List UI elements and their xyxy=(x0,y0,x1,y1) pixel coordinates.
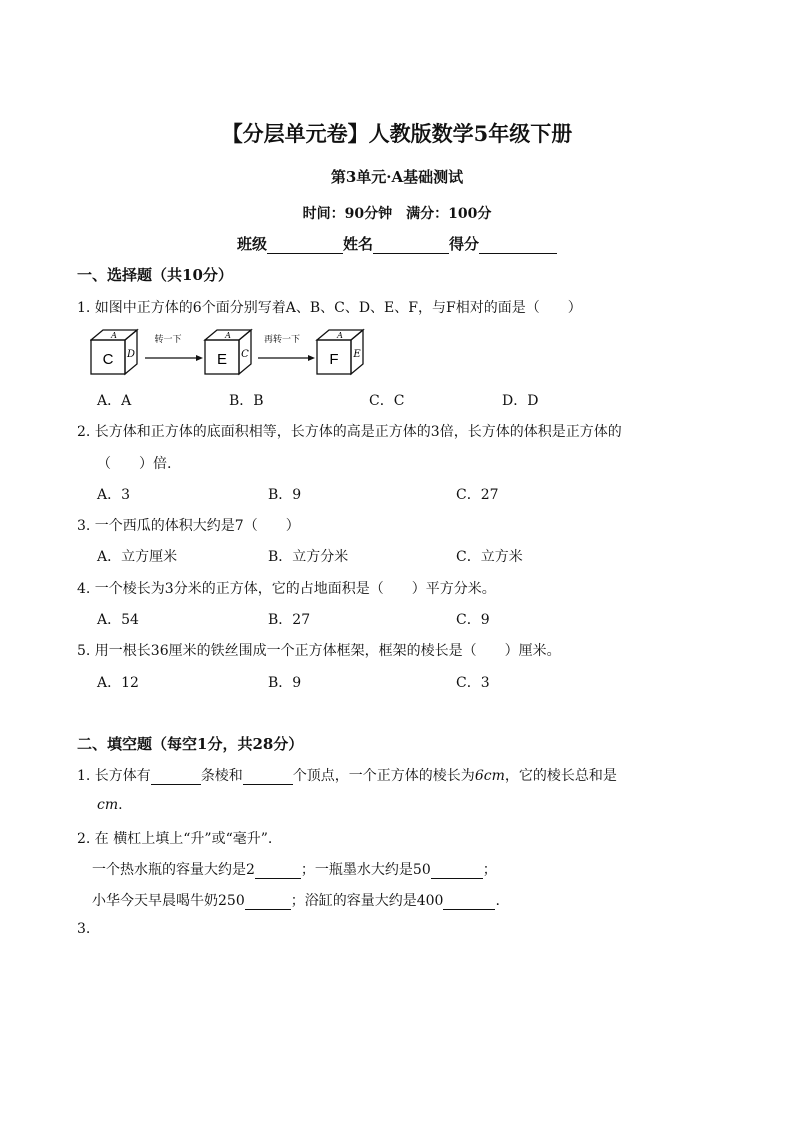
fill-q2-blank-d[interactable] xyxy=(443,894,495,910)
q1-text: 1. 如图中正方体的6个面分别写着A、B、C、D、E、F，与F相对的面是（ ） xyxy=(77,300,582,316)
cube1-side-letter: D xyxy=(126,349,136,360)
q4-text: 4. 一个棱长为3分米的正方体，它的占地面积是（ ）平方分米。 xyxy=(77,581,496,597)
q1-option-b[interactable]: B．B xyxy=(229,393,264,409)
fill-q2-c-end: ； xyxy=(290,893,305,909)
cube1-front-letter: C xyxy=(102,351,114,368)
q2-line2: （ ）倍. xyxy=(97,456,172,472)
page-subtitle: 第3单元·A基础测试 xyxy=(330,168,464,186)
score-label: 得分 xyxy=(449,235,480,253)
fill-q1-line1 xyxy=(77,765,617,785)
fill-q1-value: 6 xyxy=(474,768,484,784)
q5-option-a[interactable]: A．12 xyxy=(97,675,139,691)
cube1-top-letter: A xyxy=(111,331,117,340)
fill-q1-part2: 条棱和 xyxy=(200,768,243,784)
arrow2-label: 再转一下 xyxy=(263,335,301,345)
fill-q2-blank-c[interactable] xyxy=(245,894,291,910)
q1-option-a[interactable]: A．A xyxy=(97,393,132,409)
q2-option-c[interactable]: C．27 xyxy=(456,487,499,503)
cube2-front-letter: E xyxy=(216,351,228,368)
arrow-1 xyxy=(145,333,203,361)
q1-option-c[interactable]: C．C xyxy=(369,393,405,409)
q3-text: 3. 一个西瓜的体积大约是7（ ） xyxy=(77,518,300,534)
fill-q1-part4: ，它的棱长总和是 xyxy=(504,768,617,784)
fill-q2-b-end: ； xyxy=(482,862,497,878)
cube3-side-letter: E xyxy=(353,349,361,360)
q2-option-a[interactable]: A．3 xyxy=(97,487,131,503)
fill-q2-blank-a[interactable] xyxy=(255,863,301,879)
section2-heading: 二、填空题（每空1分，共28分） xyxy=(77,735,304,753)
q3-option-b[interactable]: B．立方分米 xyxy=(268,549,349,565)
fill-q2-b: 一瓶墨水大约是50 xyxy=(314,862,431,878)
fill-q2-line3 xyxy=(92,890,500,910)
arrow1-label: 转一下 xyxy=(154,335,182,345)
fill-q2-d: 浴缸的容量大约是400 xyxy=(304,893,444,909)
fill-q1-blank-edges[interactable] xyxy=(151,769,201,785)
q2-line1: 2. 长方体和正方体的底面积相等，长方体的高是正方体的3倍，长方体的体积是正方体的 xyxy=(77,424,622,440)
cube-2 xyxy=(205,330,251,374)
fill-q2-a-end: ； xyxy=(300,862,315,878)
fill-q2-line1: 2. 在 横杠上填上“升”或“毫升”. xyxy=(77,831,273,847)
section1-heading: 一、选择题（共10分） xyxy=(77,266,233,284)
cube2-side-letter: C xyxy=(241,349,249,360)
cube-3 xyxy=(317,330,363,374)
fill-q1-blank-vertices[interactable] xyxy=(243,769,293,785)
fill-q2-c: 小华今天早晨喝牛奶250 xyxy=(92,893,245,909)
fill-q1-end: . xyxy=(118,797,123,813)
fill-q2-d-end: . xyxy=(495,893,500,909)
fill-q1-part1: 1. 长方体有 xyxy=(77,768,151,784)
q4-option-a[interactable]: A．54 xyxy=(97,612,139,628)
cube2-top-letter: A xyxy=(225,331,231,340)
name-label: 姓名 xyxy=(342,235,373,253)
fill-q3-label: 3. xyxy=(77,921,91,937)
page-title: 【分层单元卷】人教版数学5年级下册 xyxy=(221,121,573,146)
q5-text: 5. 用一根长36厘米的铁丝围成一个正方体框架，框架的棱长是（ ）厘米。 xyxy=(77,643,561,659)
class-blank[interactable] xyxy=(267,237,343,254)
cube-1 xyxy=(91,330,137,374)
cube3-top-letter: A xyxy=(337,331,343,340)
student-info-line xyxy=(0,233,794,254)
cube-rotation-figure xyxy=(90,328,370,378)
exam-time-info: 时间：90分钟 满分：100分 xyxy=(302,206,492,222)
fill-q1-line2 xyxy=(97,797,123,813)
score-blank[interactable] xyxy=(479,237,557,254)
cube3-front-letter: F xyxy=(329,351,339,368)
name-blank[interactable] xyxy=(373,237,449,254)
fill-q2-line2 xyxy=(92,859,497,879)
fill-q1-part3: 个顶点，一个正方体的棱长为 xyxy=(292,768,475,784)
q3-option-a[interactable]: A．立方厘米 xyxy=(97,549,178,565)
class-label: 班级 xyxy=(236,235,267,253)
q3-option-c[interactable]: C．立方米 xyxy=(456,549,523,565)
q5-option-c[interactable]: C．3 xyxy=(456,675,490,691)
fill-q1-unit: cm xyxy=(483,768,505,784)
fill-q1-unit2: cm xyxy=(97,797,119,813)
fill-q2-blank-b[interactable] xyxy=(431,863,483,879)
q4-option-c[interactable]: C．9 xyxy=(456,612,490,628)
fill-q2-a: 一个热水瓶的容量大约是2 xyxy=(92,862,255,878)
q1-option-d[interactable]: D．D xyxy=(502,393,539,409)
q4-option-b[interactable]: B．27 xyxy=(268,612,311,628)
q2-option-b[interactable]: B．9 xyxy=(268,487,302,503)
q5-option-b[interactable]: B．9 xyxy=(268,675,302,691)
arrow-2 xyxy=(258,333,315,361)
